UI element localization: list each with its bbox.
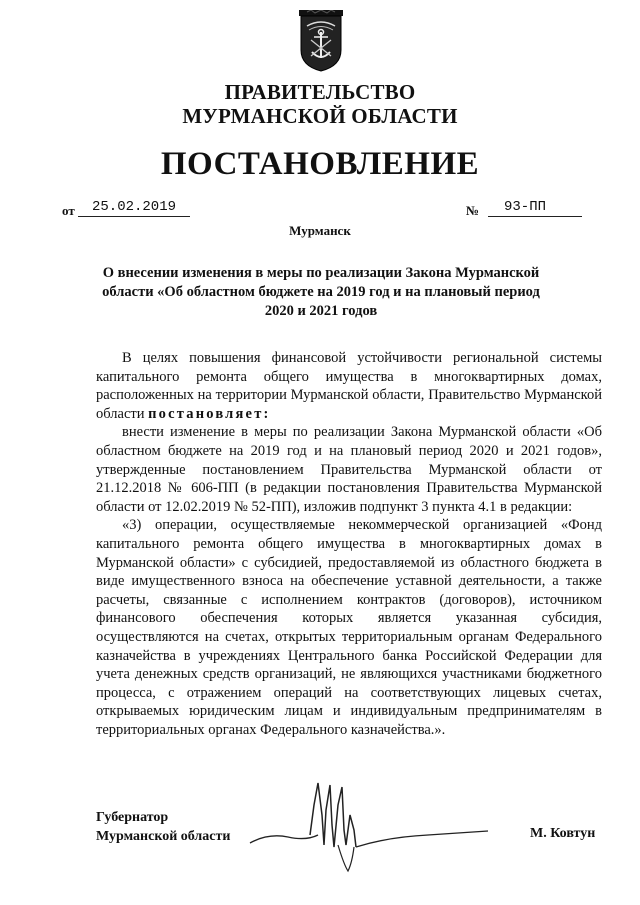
document-number: 93-ПП (488, 199, 582, 217)
city-name: Мурманск (289, 223, 351, 238)
date-label: от (62, 203, 75, 218)
document-body (96, 349, 602, 739)
paragraph-amendment: внести изменение в меры по реализации Закона Мурманской области «Об областном бюджете на 2019 год и на плановый период 2020 и 2021 годов», утвержденные постановлением Правительства Мурманской области от 21.12.2018 № 606-ПП (в редакции постановления Правительства Мурманской области от 12.02.2019 № 52-ПП), изложив подпункт 3 пункта 4.1 в редакции: (96, 424, 602, 515)
signatory-title-line1: Губернатор (96, 810, 169, 825)
preamble-text: В целях повышения финансовой устойчивости региональной системы капитального ремонта общего имущества в многоквартирных домах, расположенных на территории Мурманской области, Правительство Мурманской области (96, 350, 602, 422)
paragraph-new-wording: «3) операции, осуществляемые некоммерческой организацией «Фонд капитального ремонта общего имущества в многоквартирных домах в Мурманской области» с субсидией, предоставляемой из областного бюджета в виде имущественного взноса на обеспечение уставной деятельности, а также расчеты, связанные с исполнением контрактов (договоров), источником финансового обеспечения которых является указанная субсидия, осуществляются на счетах, открытых территориальным органам Федерального казначейства в учреждениях Центрального банка Российской Федерации для учета денежных средств организаций, не являющихся участниками бюджетного процесса, с отражением операций на соответствующих лицевых счетах, открываемых юридическим лицам и индивидуальным предпринимателям в территориальных органах Федерального казначейства.». (96, 517, 602, 738)
document-subject: О внесении изменения в меры по реализации Закона Мурманской области «Об областном бюджете на 2019 год и на плановый период 2020 и 2021 годов (102, 265, 540, 319)
document-type-heading: ПОСТАНОВЛЕНИЕ (160, 146, 480, 182)
handwritten-signature (248, 775, 498, 885)
number-label: № (466, 203, 480, 218)
document-date: 25.02.2019 (78, 199, 190, 217)
signatory-title-line2: Мурманской области (96, 829, 231, 844)
signatory-name: М. Ковтун (530, 826, 596, 841)
coat-of-arms-icon (299, 10, 343, 72)
signatory-title (96, 808, 230, 846)
government-title-line1: ПРАВИТЕЛЬСТВО (224, 80, 416, 104)
paragraph-preamble (96, 349, 602, 423)
government-title-line2: МУРМАНСКОЙ ОБЛАСТИ (182, 104, 458, 128)
resolution-keyword: постановляет: (148, 405, 271, 422)
